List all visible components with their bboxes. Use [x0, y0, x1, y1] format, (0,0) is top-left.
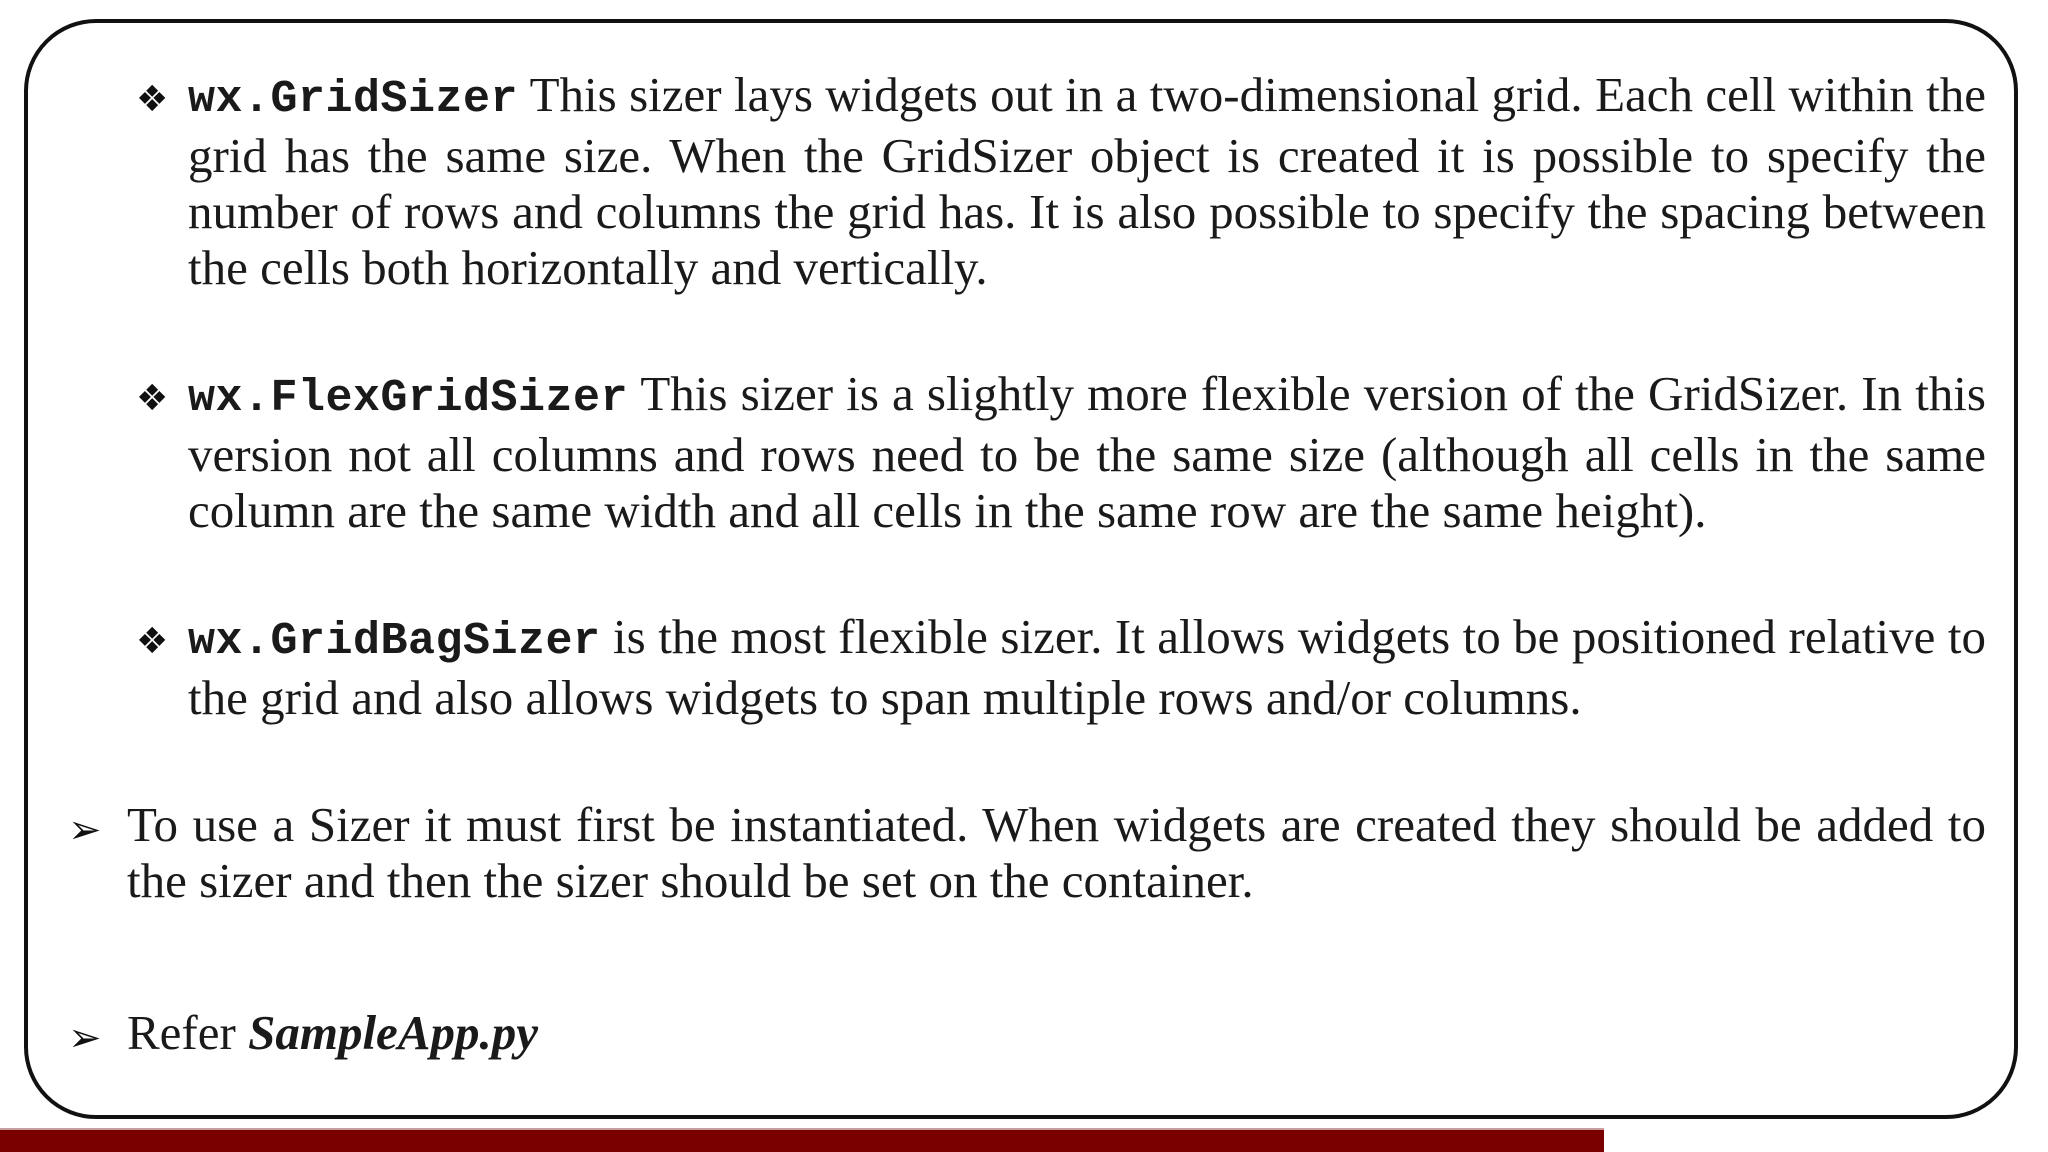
sizer-description [188, 609, 1986, 726]
sizer-item-gridbagsizer [136, 609, 1986, 726]
code-term: wx.GridSizer [188, 74, 519, 125]
arrow-bullet-icon: ➢ [68, 807, 102, 853]
refer-text [127, 1005, 1986, 1061]
diamond-bullet-icon: ❖ [136, 378, 169, 419]
sizer-description [188, 67, 1986, 296]
sizer-item-flexgridsizer [136, 366, 1986, 539]
diamond-bullet-icon: ❖ [136, 79, 169, 120]
description-text: This sizer lays widgets out in a two-dimensional grid. Each cell within the grid has the same size. When the GridSizer object is created it is possible to specify the number of rows and columns the grid has. It is also possible to specify the spacing between the cells both horizontally and vertically. [188, 67, 1986, 295]
code-term: wx.FlexGridSizer [188, 373, 629, 424]
description-text: is the most flexible sizer. It allows widgets to be positioned relative to the grid and also allows widgets to span multiple rows and/or columns. [188, 609, 1986, 725]
footer-bar [0, 1128, 1604, 1152]
bullet-item-usage [68, 797, 1986, 909]
code-term: wx.GridBagSizer [188, 616, 601, 667]
arrow-bullet-icon: ➢ [68, 1015, 102, 1061]
sizer-description [188, 366, 1986, 539]
description-text: This sizer is a slightly more flexible version of the GridSizer. In this version not all columns and rows need to be the same size (although all cells in the same column are the same width and all cells in the same row are the same height). [188, 366, 1986, 538]
usage-text: To use a Sizer it must first be instantiated. When widgets are created they should be added to the sizer and then the sizer should be set on the container. [127, 797, 1986, 908]
refer-prefix: Refer [127, 1005, 249, 1060]
diamond-bullet-icon: ❖ [136, 621, 169, 662]
bullet-item-refer [68, 1005, 1986, 1061]
sample-file-name: SampleApp.py [248, 1005, 538, 1060]
sizer-item-gridsizer [136, 67, 1986, 296]
